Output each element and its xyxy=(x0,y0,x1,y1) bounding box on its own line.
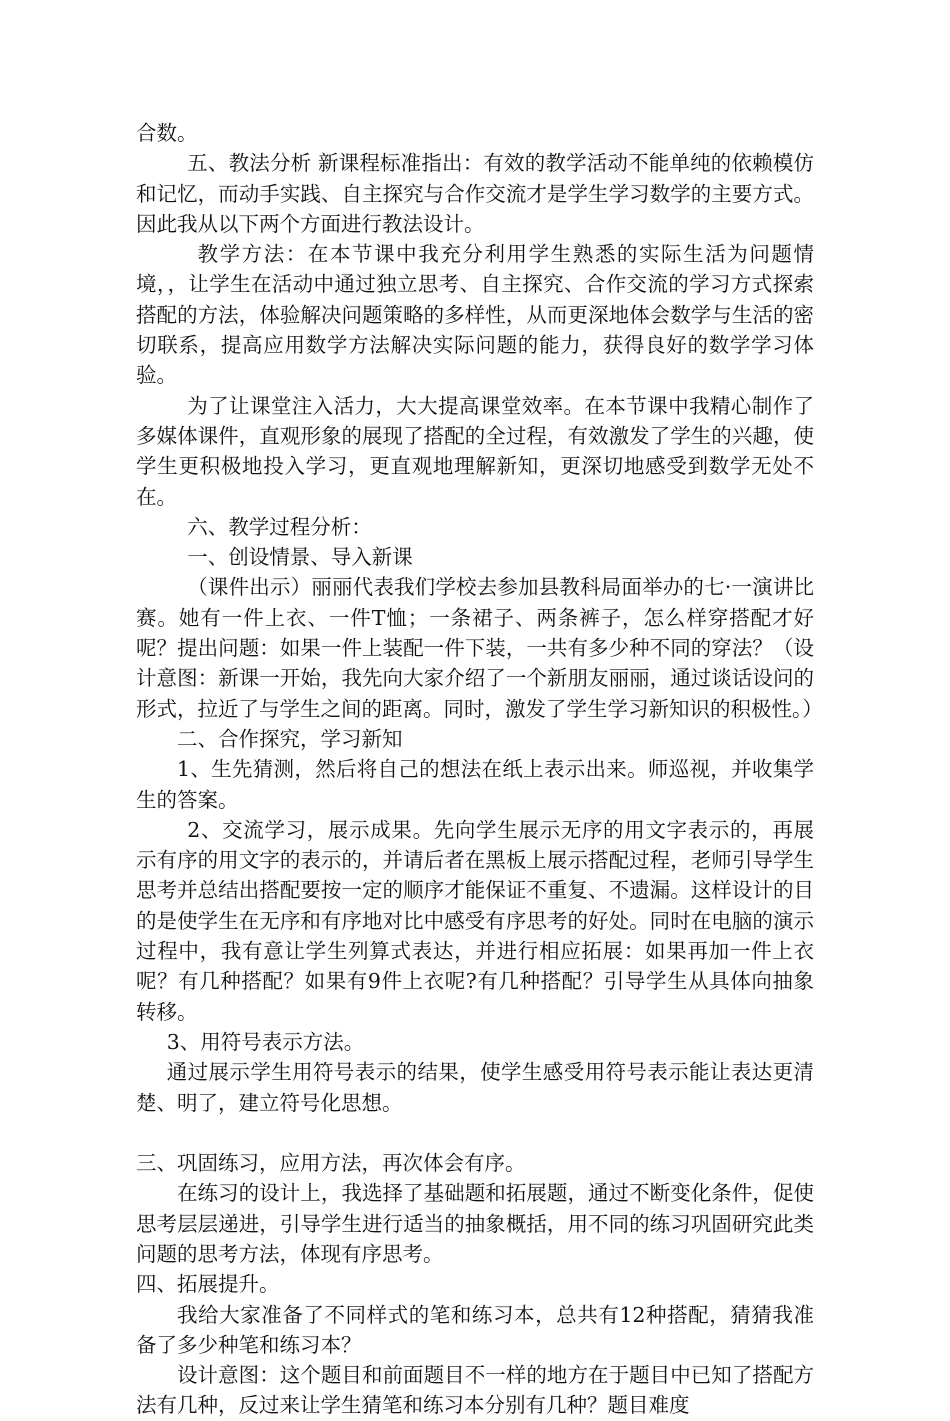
paragraph-3: 教学方法：在本节课中我充分利用学生熟悉的实际生活为问题情境，，让学生在活动中通过独立思考、自主探究、合作交流的学习方式探索搭配的方法，体验解决问题策略的多样性，从而更深地体会数学与生活的密切联系，提高应用数学方法解决实际问题的能力，获得良好的数学学习体验。 xyxy=(136,242,814,388)
paragraph-9: 1、生先猜测，然后将自己的想法在纸上表示出来。师巡视，并收集学生的答案。 xyxy=(136,757,814,812)
document-page xyxy=(136,118,823,1421)
paragraph-1: 合数。 xyxy=(136,121,198,145)
paragraph-18: 设计意图：这个题目和前面题目不一样的地方在于题目中已知了搭配方法有几种，反过来让学生猜笔和练习本分别有几种？题目难度 xyxy=(136,1363,814,1418)
blank-line xyxy=(136,1118,814,1148)
paragraph-2: 五、教法分析 新课程标准指出：有效的教学活动不能单纯的依赖模仿和记忆，而动手实践、自主探究与合作交流才是学生学习数学的主要方式。因此我从以下两个方面进行教法设计。 xyxy=(136,151,814,236)
paragraph-14: 三、巩固练习，应用方法，再次体会有序。 xyxy=(136,1151,526,1176)
paragraph-5: 六、教学过程分析： xyxy=(187,514,372,539)
paragraph-17: 我给大家准备了不同样式的笔和练习本，总共有12种搭配，猜猜我准备了多少种笔和练习本？ xyxy=(136,1302,814,1357)
paragraph-10: 2、交流学习，展示成果。先向学生展示无序的用文字表示的，再展示有序的用文字的表示的，并请后者在黑板上展示搭配过程，老师引导学生思考并总结出搭配要按一定的顺序才能保证不重复、不遗漏。这样设计的目的是使学生在无序和有序地对比中感受有序思考的好处。同时在电脑的演示过程中，我有意让学生列算式表达，并进行相应拓展：如果再加一件上衣呢？有几种搭配？如果有9件上衣呢?有几种搭配？引导学生从具体向抽象转移。 xyxy=(136,817,814,1024)
paragraph-12: 通过展示学生用符号表示的结果，使学生感受用符号表示能让表达更清楚、明了，建立符号化思想。 xyxy=(136,1060,814,1115)
paragraph-7: （课件出示）丽丽代表我们学校去参加县教科局面举办的七·一演讲比赛。她有一件上衣、一件T恤；一条裙子、两条裤子，怎么样穿搭配才好呢？提出问题：如果一件上装配一件下装，一共有多少种不同的穿法？（设计意图：新课一开始，我先向大家介绍了一个新朋友丽丽，通过谈话设问的形式，拉近了与学生之间的距离。同时，激发了学生学习新知识的积极性。） xyxy=(136,575,823,721)
paragraph-15: 在练习的设计上，我选择了基础题和拓展题，通过不断变化条件，促使思考层层递进，引导学生进行适当的抽象概括，用不同的练习巩固研究此类问题的思考方法，体现有序思考。 xyxy=(136,1181,814,1266)
paragraph-4: 为了让课堂注入活力，大大提高课堂效率。在本节课中我精心制作了多媒体课件，直观形象的展现了搭配的全过程，有效激发了学生的兴趣，使学生更积极地投入学习，更直观地理解新知，更深切地感受到数学无处不在。 xyxy=(136,393,814,509)
paragraph-11: 3、用符号表示方法。 xyxy=(166,1029,365,1054)
paragraph-16: 四、拓展提升。 xyxy=(136,1272,280,1297)
paragraph-8: 二、合作探究，学习新知 xyxy=(177,726,403,751)
paragraph-6: 一、创设情景、导入新课 xyxy=(187,545,413,570)
